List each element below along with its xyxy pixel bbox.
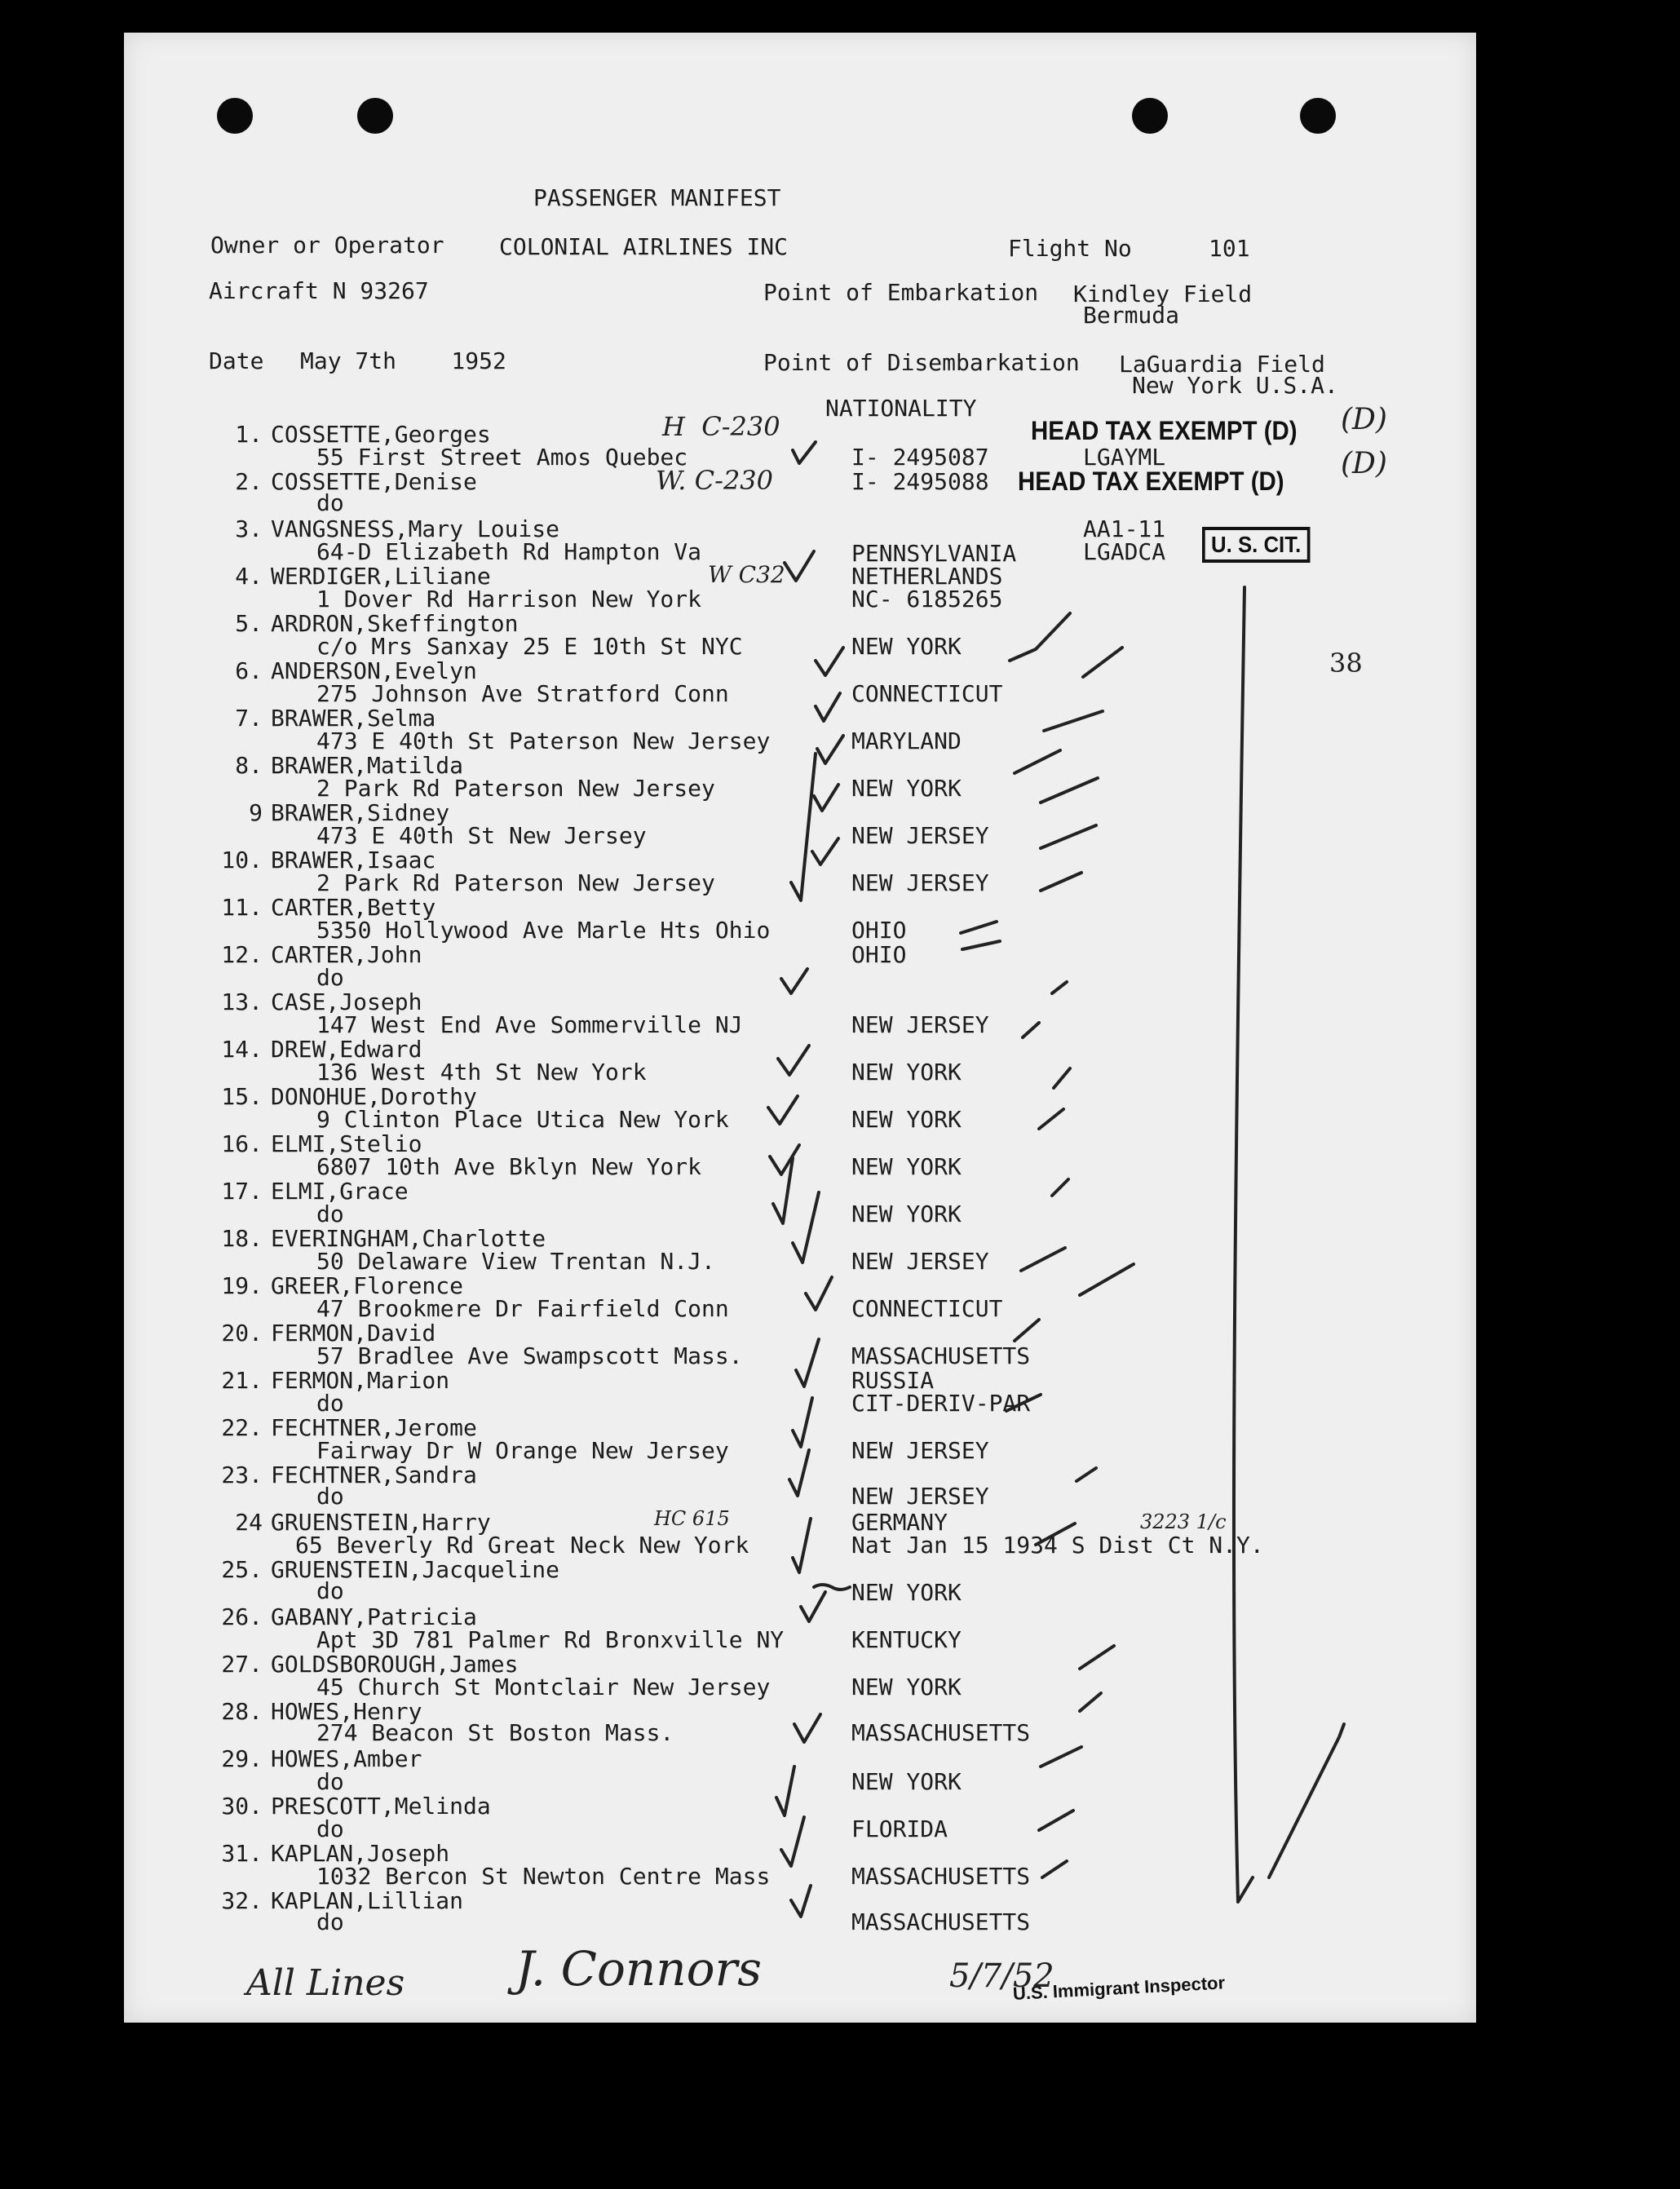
flight-value: 101 xyxy=(1209,235,1250,262)
passenger-number: 4. xyxy=(235,563,263,590)
head-tax-exempt-stamp: HEAD TAX EXEMPT (D) xyxy=(1018,467,1284,496)
passenger-name: EVERINGHAM,Charlotte xyxy=(271,1225,546,1252)
passenger-nationality: NEW YORK xyxy=(851,633,962,660)
passenger-name: FERMON,Marion xyxy=(271,1367,450,1394)
passenger-nationality: MASSACHUSETTS xyxy=(851,1863,1031,1890)
passenger-address: 473 E 40th St Paterson New Jersey xyxy=(316,727,771,754)
immigrant-inspector-stamp: U.S. Immigrant Inspector xyxy=(1012,1972,1226,2004)
passenger-number: 32. xyxy=(221,1887,263,1914)
passenger-number: 1. xyxy=(235,421,263,448)
passenger-nationality: NEW YORK xyxy=(851,1674,962,1700)
embark-label: Point of Embarkation xyxy=(763,279,1039,306)
passenger-number: 3. xyxy=(235,515,263,542)
passenger-address: do xyxy=(316,1908,344,1935)
handwritten-d: (D) xyxy=(1341,447,1387,480)
passenger-number: 7. xyxy=(235,705,263,732)
passenger-nationality: GERMANY xyxy=(851,1509,948,1536)
owner-label: Owner or Operator xyxy=(210,232,444,259)
page-number: 38 xyxy=(1329,648,1363,679)
passenger-name: CARTER,John xyxy=(271,941,422,968)
passenger-name: ELMI,Stelio xyxy=(271,1130,422,1157)
passenger-address: 50 Delaware View Trentan N.J. xyxy=(316,1248,715,1275)
check-marks xyxy=(124,33,1476,2023)
passenger-address: do xyxy=(316,1483,344,1510)
aircraft: Aircraft N 93267 xyxy=(209,277,429,304)
passenger-nationality: FLORIDA xyxy=(851,1815,948,1842)
passenger-name: HOWES,Henry xyxy=(271,1698,422,1725)
passenger-address: Apt 3D 781 Palmer Rd Bronxville NY xyxy=(316,1626,785,1653)
passenger-address: do xyxy=(316,1390,344,1417)
passenger-number: 18. xyxy=(221,1225,263,1252)
passenger-name: BRAWER,Selma xyxy=(271,705,436,732)
passenger-name: GREER,Florence xyxy=(271,1272,464,1299)
handwritten-d: (D) xyxy=(1341,403,1387,436)
passenger-address: 1032 Bercon St Newton Centre Mass xyxy=(316,1863,771,1890)
passenger-number: 11. xyxy=(221,894,263,921)
passenger-name: KAPLAN,Lillian xyxy=(271,1887,464,1914)
passenger-name: GRUENSTEIN,Harry xyxy=(271,1509,491,1536)
passenger-name: GRUENSTEIN,Jacqueline xyxy=(271,1556,560,1583)
handwritten-note: 3223 1/c xyxy=(1140,1510,1227,1533)
passenger-number: 12. xyxy=(221,941,263,968)
passenger-name: VANGSNESS,Mary Louise xyxy=(271,515,560,542)
passenger-name: DREW,Edward xyxy=(271,1036,422,1063)
passenger-address: 55 First Street Amos Quebec xyxy=(316,444,688,471)
passenger-number: 10. xyxy=(221,847,263,873)
passenger-number: 6. xyxy=(235,657,263,684)
disembark-value: LaGuardia Field xyxy=(1119,351,1325,378)
passenger-address: do xyxy=(316,1577,344,1604)
handwritten-note: HC 615 xyxy=(654,1507,730,1530)
passenger-nationality: NEW YORK xyxy=(851,1059,962,1086)
passenger-nationality: NEW YORK xyxy=(851,1106,962,1133)
nationality-header: NATIONALITY xyxy=(825,395,977,422)
passenger-name: CASE,Joseph xyxy=(271,988,422,1015)
passenger-name: BRAWER,Matilda xyxy=(271,752,464,779)
passenger-number: 16. xyxy=(221,1130,263,1157)
passenger-name: WERDIGER,Liliane xyxy=(271,563,491,590)
embark-value: Kindley Field xyxy=(1073,281,1253,307)
passenger-nationality: I- 2495087 xyxy=(851,444,989,471)
signature-date: 5/7/52 xyxy=(949,1957,1054,1995)
us-citizen-stamp: U. S. CIT. xyxy=(1202,527,1310,563)
head-tax-exempt-stamp: HEAD TAX EXEMPT (D) xyxy=(1031,416,1298,445)
passenger-number: 22. xyxy=(221,1414,263,1441)
passenger-address: 1 Dover Rd Harrison New York xyxy=(316,586,702,612)
route-code: LGADCA xyxy=(1083,538,1166,565)
passenger-number: 13. xyxy=(221,988,263,1015)
passenger-name: BRAWER,Isaac xyxy=(271,847,436,873)
passenger-number: 25. xyxy=(221,1556,263,1583)
page-title: PASSENGER MANIFEST xyxy=(533,184,781,211)
passenger-nationality: MARYLAND xyxy=(851,727,962,754)
passenger-nationality: NEW JERSEY xyxy=(851,1011,989,1038)
passenger-nationality: MASSACHUSETTS xyxy=(851,1908,1031,1935)
passenger-number: 20. xyxy=(221,1320,263,1347)
passenger-nationality: NETHERLANDS xyxy=(851,563,1003,590)
passenger-name: COSSETTE,Denise xyxy=(271,468,477,495)
passenger-nationality: NEW YORK xyxy=(851,1153,962,1180)
passenger-nationality: NEW YORK xyxy=(851,1768,962,1795)
passenger-address: 6807 10th Ave Bklyn New York xyxy=(316,1153,702,1180)
passenger-name: PRESCOTT,Melinda xyxy=(271,1793,491,1820)
passenger-name: KAPLAN,Joseph xyxy=(271,1840,450,1867)
passenger-address: 5350 Hollywood Ave Marle Hts Ohio xyxy=(316,917,771,944)
passenger-name: HOWES,Amber xyxy=(271,1745,422,1772)
ditto-marks xyxy=(814,1585,850,1590)
date-value: May 7th 1952 xyxy=(300,347,506,374)
passenger-nationality: NEW JERSEY xyxy=(851,1483,989,1510)
passenger-address: 2 Park Rd Paterson New Jersey xyxy=(316,869,715,896)
passenger-number: 29. xyxy=(221,1745,263,1772)
passenger-nationality: OHIO xyxy=(851,917,907,944)
passenger-naturalization: Nat Jan 15 1934 S Dist Ct N.Y. xyxy=(851,1532,1264,1559)
passenger-address: 274 Beacon St Boston Mass. xyxy=(316,1719,674,1746)
passenger-address: 65 Beverly Rd Great Neck New York xyxy=(295,1532,749,1559)
passenger-number: 27. xyxy=(221,1651,263,1678)
passenger-number: 24 xyxy=(235,1509,263,1536)
verification-line xyxy=(1234,587,1344,1902)
disembark-value-line2: New York U.S.A. xyxy=(1132,372,1338,399)
flight-label: Flight No xyxy=(1008,235,1132,262)
passenger-address: Fairway Dr W Orange New Jersey xyxy=(316,1437,729,1464)
passenger-number: 28. xyxy=(221,1698,263,1725)
passenger-name: GABANY,Patricia xyxy=(271,1603,477,1630)
passenger-address: 2 Park Rd Paterson New Jersey xyxy=(316,775,715,802)
route-code: AA1-11 xyxy=(1083,515,1166,542)
passenger-nationality: NEW YORK xyxy=(851,1201,962,1227)
passenger-address: 136 West 4th St New York xyxy=(316,1059,647,1086)
passenger-number: 8. xyxy=(235,752,263,779)
passenger-number: 19. xyxy=(221,1272,263,1299)
passenger-number: 2. xyxy=(235,468,263,495)
handwritten-note: H C-230 xyxy=(662,411,780,442)
passenger-name: ANDERSON,Evelyn xyxy=(271,657,477,684)
passenger-number: 31. xyxy=(221,1840,263,1867)
passenger-name: COSSETTE,Georges xyxy=(271,421,491,448)
passenger-nationality: CONNECTICUT xyxy=(851,1295,1003,1322)
passenger-nationality-note: CIT-DERIV-PAR xyxy=(851,1390,1031,1417)
passenger-address: do xyxy=(316,1815,344,1842)
passenger-name: FERMON,David xyxy=(271,1320,436,1347)
handwritten-signature-left: All Lines xyxy=(246,1962,405,2004)
passenger-nationality: RUSSIA xyxy=(851,1367,935,1394)
handwritten-note: W C32 xyxy=(708,561,785,588)
passenger-nationality: I- 2495088 xyxy=(851,468,989,495)
passenger-nationality: NEW YORK xyxy=(851,1579,962,1606)
tick-marks-right xyxy=(961,613,1134,1877)
passenger-address: c/o Mrs Sanxay 25 E 10th St NYC xyxy=(316,633,743,660)
check-mark-column xyxy=(768,442,843,1917)
passenger-number: 14. xyxy=(221,1036,263,1063)
passenger-nationality: OHIO xyxy=(851,941,907,968)
passenger-address: 473 E 40th St New Jersey xyxy=(316,822,647,849)
inspector-signature: J. Connors xyxy=(515,1941,763,1997)
passenger-address: 57 Bradlee Ave Swampscott Mass. xyxy=(316,1342,743,1369)
passenger-address: 275 Johnson Ave Stratford Conn xyxy=(316,680,729,707)
passenger-name: BRAWER,Sidney xyxy=(271,799,450,826)
passenger-name: ARDRON,Skeffington xyxy=(271,610,519,637)
passenger-nationality: NEW YORK xyxy=(851,775,962,802)
passenger-nationality: CONNECTICUT xyxy=(851,680,1003,707)
passenger-address: 147 West End Ave Sommerville NJ xyxy=(316,1011,743,1038)
date-label: Date xyxy=(209,347,264,374)
passenger-address: do xyxy=(316,1201,344,1227)
passenger-number: 30. xyxy=(221,1793,263,1820)
embark-value-line2: Bermuda xyxy=(1083,302,1180,329)
manifest-page xyxy=(124,33,1476,2023)
passenger-name: FECHTNER,Jerome xyxy=(271,1414,477,1441)
passenger-nationality: MASSACHUSETTS xyxy=(851,1719,1031,1746)
passenger-nationality: NEW JERSEY xyxy=(851,869,989,896)
passenger-address: do xyxy=(316,1768,344,1795)
disembark-label: Point of Disembarkation xyxy=(763,349,1080,376)
passenger-name: ELMI,Grace xyxy=(271,1178,409,1205)
passenger-number: 17. xyxy=(221,1178,263,1205)
passenger-number: 26. xyxy=(221,1603,263,1630)
handwritten-note: W. C-230 xyxy=(656,465,774,496)
passenger-name: DONOHUE,Dorothy xyxy=(271,1083,477,1110)
owner-value: COLONIAL AIRLINES INC xyxy=(499,233,789,260)
passenger-number: 9 xyxy=(249,799,263,826)
route-code: LGAYML xyxy=(1083,444,1166,471)
passenger-number: 21. xyxy=(221,1367,263,1394)
passenger-name: GOLDSBOROUGH,James xyxy=(271,1651,519,1678)
passenger-address: 47 Brookmere Dr Fairfield Conn xyxy=(316,1295,729,1322)
passenger-number: 23. xyxy=(221,1462,263,1488)
passenger-nationality: KENTUCKY xyxy=(851,1626,962,1653)
passenger-address: 9 Clinton Place Utica New York xyxy=(316,1106,729,1133)
passenger-nationality-note: NC- 6185265 xyxy=(851,586,1003,612)
passenger-address: do xyxy=(316,489,344,516)
passenger-address: 64-D Elizabeth Rd Hampton Va xyxy=(316,538,702,565)
passenger-number: 5. xyxy=(235,610,263,637)
passenger-nationality: NEW JERSEY xyxy=(851,1437,989,1464)
passenger-address: do xyxy=(316,964,344,991)
passenger-name: FECHTNER,Sandra xyxy=(271,1462,477,1488)
passenger-nationality: MASSACHUSETTS xyxy=(851,1342,1031,1369)
passenger-nationality: NEW JERSEY xyxy=(851,1248,989,1275)
passenger-nationality: PENNSYLVANIA xyxy=(851,540,1017,567)
passenger-nationality: NEW JERSEY xyxy=(851,822,989,849)
passenger-address: 45 Church St Montclair New Jersey xyxy=(316,1674,771,1700)
passenger-name: CARTER,Betty xyxy=(271,894,436,921)
passenger-number: 15. xyxy=(221,1083,263,1110)
